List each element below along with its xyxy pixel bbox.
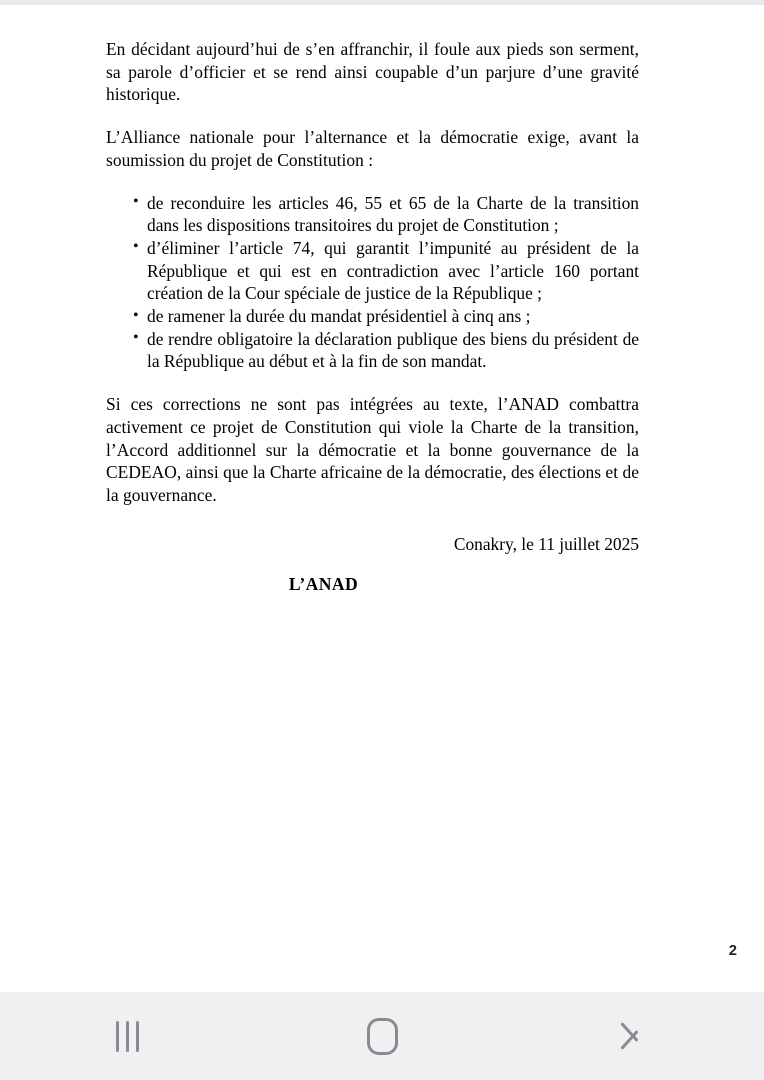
signature-place-date: Conakry, le 11 juillet 2025: [453, 533, 639, 554]
document-page: [0, 5, 764, 992]
bullet-icon: •: [133, 306, 139, 324]
list-item-text: de reconduire les articles 46, 55 et 65 de la Charte de la transition dans les dispositions transitoires du projet de Constitution ;: [147, 192, 639, 236]
document-body: [106, 38, 639, 596]
recents-button[interactable]: [0, 992, 255, 1080]
back-icon: [624, 1018, 650, 1054]
back-button[interactable]: [509, 992, 764, 1080]
list-item-text: de ramener la durée du mandat présidentiel à cinq ans ;: [147, 306, 531, 327]
paragraph-oath-breach: En décidant aujourd’hui de s’en affranchir, il foule aux pieds son serment, sa parole d’officier et se rend ainsi coupable d’un parjure d’une gravité historique.: [106, 39, 639, 105]
list-item: [133, 328, 639, 373]
signature-block: [106, 533, 639, 596]
bullet-icon: •: [133, 238, 139, 256]
list-item-text: d’éliminer l’article 74, qui garantit l’impunité au président de la République et qui est en contradiction avec l’article 160 portant création de la Cour spéciale de justice de la République ;: [147, 237, 639, 304]
signature-organisation: L’ANAD: [288, 574, 359, 595]
home-icon: [367, 1018, 398, 1055]
list-item-text: de rendre obligatoire la déclaration publique des biens du président de la République au début et à la fin de son mandat.: [147, 328, 639, 372]
demands-list: [106, 192, 639, 374]
list-item: [133, 305, 639, 328]
bullet-icon: •: [133, 329, 139, 347]
system-navigation-bar: [0, 992, 764, 1080]
home-button[interactable]: [255, 992, 510, 1080]
recents-icon: [116, 1021, 139, 1052]
bullet-icon: •: [133, 193, 139, 211]
list-item: [133, 192, 639, 237]
paragraph-anad-demands-intro: L’Alliance nationale pour l’alternance et la démocratie exige, avant la soumission du projet de Constitution :: [106, 127, 639, 170]
page-number: 2: [728, 943, 737, 959]
list-item: [133, 237, 639, 305]
paragraph-closing-warning: Si ces corrections ne sont pas intégrées au texte, l’ANAD combattra activement ce projet de Constitution qui viole la Charte de la transition, l’Accord additionnel sur la démocratie et la bonne gouvernance de la CEDEAO, ainsi que la Charte africaine de la démocratie, des élections et de la gouvernance.: [106, 394, 639, 505]
